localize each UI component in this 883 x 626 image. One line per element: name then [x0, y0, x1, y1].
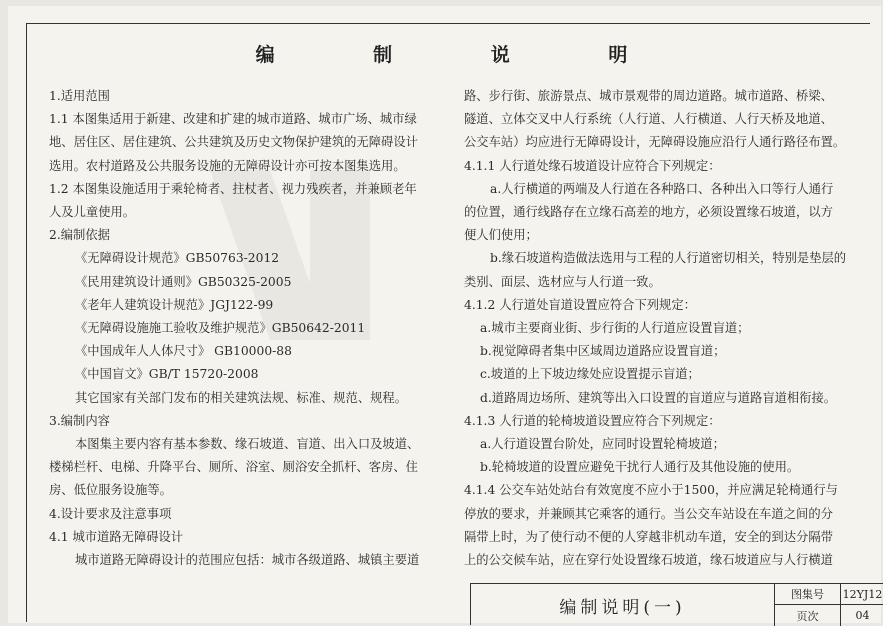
list-item: d.道路周边场所、建筑等出入口设置的盲道应与道路盲道相衔接。 — [480, 390, 837, 405]
left-column — [49, 85, 419, 572]
text-line: 房、低位服务设施等。 — [49, 483, 172, 498]
text-line: 隔带上时，为了使行动不便的人穿越非机动车道，安全的到达分隔带 — [464, 529, 833, 544]
text-line: 路、步行街、旅游景点、城市景观带的周边道路。城市道路、桥梁、 — [464, 89, 833, 103]
section-heading: 1.适用范围 — [49, 89, 110, 103]
text-line: 选用。农村道路及公共服务设施的无障碍设计亦可按本图集选用。 — [49, 158, 406, 173]
text-line: 1.1 本图集适用于新建、改建和扩建的城市道路、城市广场、城市绿 — [49, 112, 417, 127]
reference-item: 《无障碍设计规范》GB50763-2012 — [75, 251, 280, 266]
right-column — [464, 85, 847, 572]
list-item: c.坡道的上下坡边缘处应设置提示盲道； — [480, 367, 700, 382]
text-line: a.人行横道的两端及人行道在各种路口、各种出入口等行人通行 — [490, 181, 834, 196]
text-line: 本图集主要内容有基本参数、缘石坡道、盲道、出入口及坡道、 — [75, 437, 420, 452]
text-line: 公交车站）均应进行无障碍设计，无障碍设施应沿行人通行路径布置。 — [464, 135, 846, 150]
list-item: a.城市主要商业街、步行街的人行道应设置盲道； — [480, 321, 750, 336]
text-line: 的位置，通行线路存在立缘石高差的地方，必须设置缘石坡道，以方 — [464, 205, 833, 220]
page-number-label: 页次 — [775, 605, 841, 626]
section-heading: 2.编制依据 — [49, 228, 110, 243]
list-item: b.轮椅坡道的设置应避免干扰行人通行及其他设施的使用。 — [480, 460, 800, 475]
atlas-number-value: 12YJ12 — [841, 584, 883, 605]
text-line: 地、居住区、居住建筑、公共建筑及历史文物保护建筑的无障碍设计 — [49, 135, 418, 150]
text-line: 停放的要求，并兼顾其它乘客的通行。当公交车站设在车道之间的分 — [464, 506, 833, 521]
reference-item: 《无障碍设施施工验收及维护规范》GB50642-2011 — [75, 321, 366, 336]
text-line: 城市道路无障碍设计的范围应包括：城市各级道路、城镇主要道 — [75, 553, 420, 568]
reference-item: 《民用建筑设计通则》GB50325-2005 — [75, 274, 292, 289]
text-line: 楼梯栏杆、电梯、升降平台、厕所、浴室、厕浴安全抓杆、客房、住 — [49, 460, 418, 475]
text-line: 上的公交候车站，应在穿行处设置缘石坡道，缘石坡道应与人行横道 — [464, 553, 833, 568]
section-heading: 3.编制内容 — [49, 413, 110, 428]
reference-item: 《中国盲文》GB/T 15720-2008 — [75, 367, 259, 382]
title-block — [470, 583, 883, 625]
text-line: 类别、面层、选材应与人行道一致。 — [464, 274, 661, 289]
list-item: b.视觉障碍者集中区域周边道路应设置盲道； — [480, 344, 726, 359]
subsection-heading: 4.1.4 公交车站处站台有效宽度不应小于1500，并应满足轮椅通行与 — [464, 483, 838, 498]
text-line: 便人们使用； — [464, 228, 538, 243]
text-line: 人及儿童使用。 — [49, 205, 136, 220]
text-line: 1.2 本图集设施适用于乘轮椅者、拄杖者、视力残疾者，并兼顾老年 — [49, 181, 417, 196]
text-line: b.缘石坡道构造做法选用与工程的人行道密切相关，特别是垫层的 — [490, 251, 847, 266]
page-number-value: 04 — [855, 609, 870, 622]
section-heading: 4.设计要求及注意事项 — [49, 506, 172, 521]
subsection-heading: 4.1.3 人行道的轮椅坡道设置应符合下列规定： — [464, 413, 721, 428]
reference-item: 《老年人建筑设计规范》JGJ122-99 — [75, 297, 274, 312]
page-title: 编 制 说 明 — [255, 44, 674, 66]
subsection-heading: 4.1.1 人行道处缘石坡道设计应符合下列规定： — [464, 158, 721, 173]
subsection-heading: 4.1.2 人行道处盲道设置应符合下列规定： — [464, 297, 696, 312]
text-line: 其它国家有关部门发布的相关建筑法规、标准、规范、规程。 — [75, 390, 408, 405]
atlas-number-label: 图集号 — [775, 584, 841, 605]
list-item: a.人行道设置台阶处，应同时设置轮椅坡道； — [480, 437, 725, 452]
subsection-heading: 4.1 城市道路无障碍设计 — [49, 529, 184, 544]
text-line: 隧道、立体交叉中人行系统（人行道、人行横道、人行天桥及地道、 — [464, 112, 833, 127]
sheet-name: 编制说明(一) — [471, 584, 775, 626]
reference-item: 《中国成年人人体尺寸》 GB10000-88 — [75, 344, 292, 359]
